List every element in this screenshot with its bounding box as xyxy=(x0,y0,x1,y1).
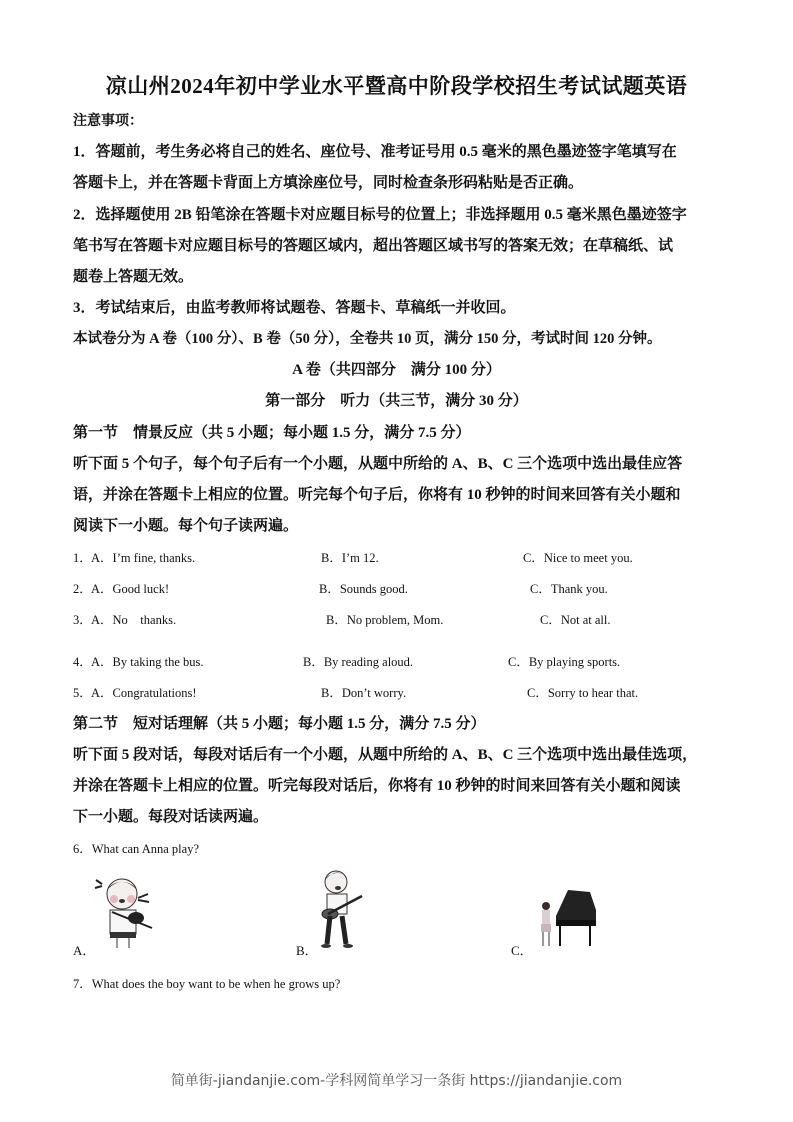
option-a: A．I’m fine, thanks. xyxy=(91,551,196,565)
option-b: B．Don’t worry. xyxy=(321,686,407,700)
option-b: B．Sounds good. xyxy=(319,582,408,596)
page-title: 凉山州2024年初中学业水平暨高中阶段学校招生考试试题英语 xyxy=(105,74,688,98)
boy-playing-guitar-icon xyxy=(318,866,368,950)
notice-line: 1．答题前，考生务必将自己的姓名、座位号、准考证号用 0.5 毫米的黑色墨迹签字笔填写在 xyxy=(73,144,677,160)
question-6-text: 6．What can Anna play? xyxy=(73,842,199,856)
option-label: C． xyxy=(511,943,533,958)
option-label: B． xyxy=(296,943,318,958)
option-a: A．No thanks. xyxy=(91,613,177,627)
part1-heading: 第一部分 听力（共三节，满分 30 分） xyxy=(265,393,528,409)
question-number: 1． xyxy=(73,551,92,565)
option-b: B．I’m 12. xyxy=(321,551,379,565)
notice-line: 笔书写在答题卡对应题目标号的答题区域内，超出答题区域书写的答案无效；在草稿纸、试 xyxy=(73,238,674,254)
question-number: 4． xyxy=(73,655,92,669)
section1-instruction: 语，并涂在答题卡上相应的位置。听完每个句子后，你将有 10 秒钟的时间来回答有关小题和 xyxy=(73,487,681,503)
girl-playing-violin-icon xyxy=(92,872,158,950)
section1-instruction: 阅读下一小题。每个句子读两遍。 xyxy=(73,518,299,534)
notice-heading: 注意事项： xyxy=(73,114,143,129)
volume-a-heading: A 卷（共四部分 满分 100 分） xyxy=(292,362,501,378)
question-7-text: 7．What does the boy want to be when he grows up? xyxy=(73,977,341,991)
notice-line: 3．考试结束后，由监考教师将试题卷、答题卡、草稿纸一并收回。 xyxy=(73,300,516,316)
option-a: A．By taking the bus. xyxy=(91,655,204,669)
girl-playing-piano-icon xyxy=(538,886,598,950)
option-c: C．By playing sports. xyxy=(508,655,621,669)
option-label: A． xyxy=(73,943,96,958)
section1-instruction: 听下面 5 个句子，每个句子后有一个小题，从题中所给的 A、B、C 三个选项中选出最佳应答 xyxy=(73,456,683,472)
option-c: C．Thank you. xyxy=(530,582,608,596)
option-b: B．No problem, Mom. xyxy=(326,613,444,627)
exam-summary: 本试卷分为 A 卷（100 分）、B 卷（50 分），全卷共 10 页，满分 150 分，考试时间 120 分钟。 xyxy=(73,331,662,347)
question-number: 2． xyxy=(73,582,92,596)
notice-line: 2．选择题使用 2B 铅笔涂在答题卡对应题目标号的位置上；非选择题用 0.5 毫米黑色墨迹签字 xyxy=(73,207,687,223)
notice-line: 答题卡上，并在答题卡背面上方填涂座位号，同时检查条形码粘贴是否正确。 xyxy=(73,175,584,191)
option-c: C．Sorry to hear that. xyxy=(527,686,639,700)
question-number: 3． xyxy=(73,613,92,627)
option-c: C．Nice to meet you. xyxy=(523,551,633,565)
option-b: B．By reading aloud. xyxy=(303,655,414,669)
option-a: A．Good luck! xyxy=(91,582,170,596)
watermark-footer: 简单街-jiandanjie.com-学科网简单学习一条街 https://jiandanjie.com xyxy=(170,1073,623,1089)
section2-instruction: 并涂在答题卡上相应的位置。听完每段对话后，你将有 10 秒钟的时间来回答有关小题和阅读 xyxy=(73,778,681,794)
section2-instruction: 听下面 5 段对话，每段对话后有一个小题，从题中所给的 A、B、C 三个选项中选出最佳选项， xyxy=(73,747,698,763)
notice-line: 题卷上答题无效。 xyxy=(73,269,194,285)
option-a: A．Congratulations! xyxy=(91,686,197,700)
section1-heading: 第一节 情景反应（共 5 小题；每小题 1.5 分，满分 7.5 分） xyxy=(73,425,471,441)
section2-heading: 第二节 短对话理解（共 5 小题；每小题 1.5 分，满分 7.5 分） xyxy=(73,716,486,732)
option-c: C．Not at all. xyxy=(540,613,611,627)
question-number: 5． xyxy=(73,686,92,700)
section2-instruction: 下一小题。每段对话读两遍。 xyxy=(73,809,269,825)
